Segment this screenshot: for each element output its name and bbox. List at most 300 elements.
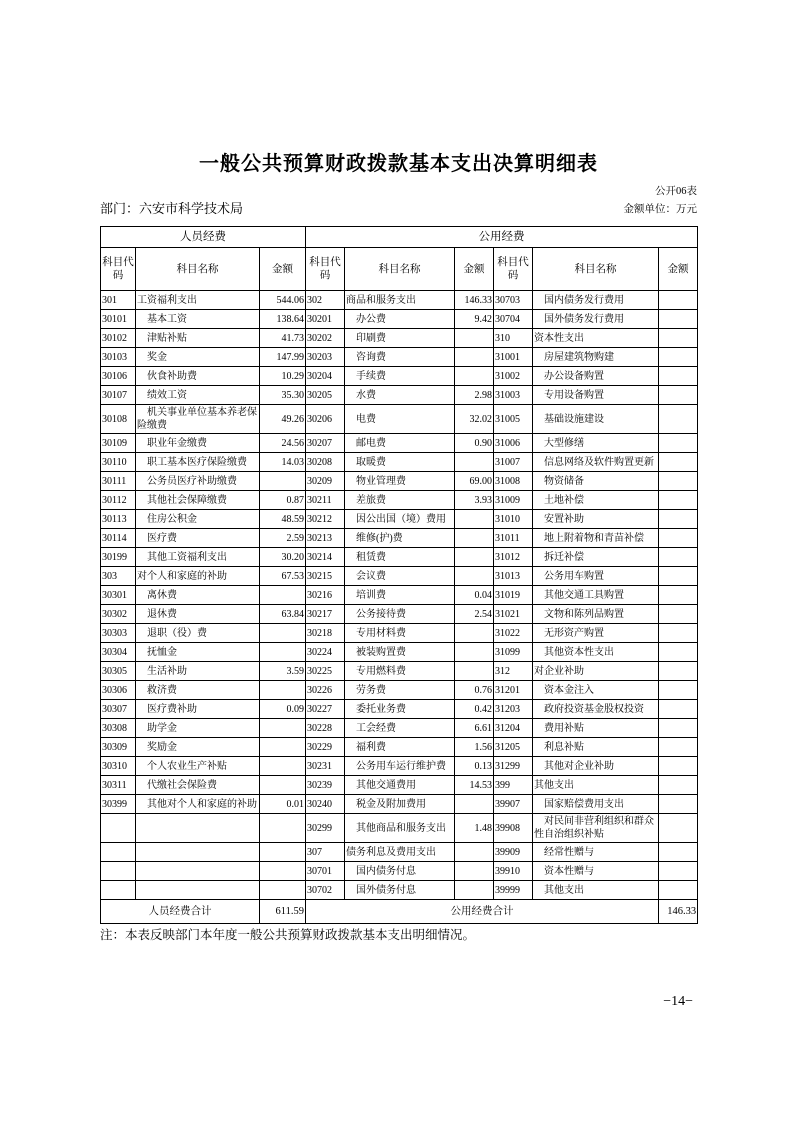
subject-code-cell: 30231 — [306, 757, 345, 776]
amount-cell — [659, 405, 698, 434]
subject-code-cell: 30199 — [101, 548, 136, 567]
subject-code-cell: 30106 — [101, 367, 136, 386]
subject-code-cell: 30107 — [101, 386, 136, 405]
subject-name-cell: 手续费 — [345, 367, 455, 386]
footnote: 注：本表反映部门本年度一般公共预算财政拨款基本支出明细情况。 — [100, 928, 476, 942]
table-row — [101, 681, 698, 700]
table-row — [101, 329, 698, 348]
subject-code-cell: 301 — [101, 291, 136, 310]
subject-code-cell: 30305 — [101, 662, 136, 681]
subject-code-cell: 30303 — [101, 624, 136, 643]
amount-cell: 0.42 — [455, 700, 494, 719]
subject-name-cell: 医疗费 — [136, 529, 260, 548]
table-row — [101, 624, 698, 643]
table-row — [101, 776, 698, 795]
amount-cell: 0.09 — [260, 700, 306, 719]
subject-name-cell: 政府投资基金股权投资 — [533, 700, 659, 719]
subject-name-cell: 信息网络及软件购置更新 — [533, 453, 659, 472]
amount-cell — [455, 662, 494, 681]
amount-cell — [659, 548, 698, 567]
subject-name-cell: 其他交通工具购置 — [533, 586, 659, 605]
subject-code-cell: 31010 — [494, 510, 533, 529]
subject-name-cell: 公务用车购置 — [533, 567, 659, 586]
subject-name-cell: 住房公积金 — [136, 510, 260, 529]
subject-name-cell: 会议费 — [345, 567, 455, 586]
table-row — [101, 757, 698, 776]
subject-name-cell: 租赁费 — [345, 548, 455, 567]
amount-cell — [659, 719, 698, 738]
subject-name-cell — [136, 814, 260, 843]
subject-name-cell: 拆迁补偿 — [533, 548, 659, 567]
table-row — [101, 405, 698, 434]
table-row — [101, 881, 698, 900]
subject-code-cell: 31099 — [494, 643, 533, 662]
subject-code-cell: 399 — [494, 776, 533, 795]
column-header: 金额 — [455, 248, 494, 291]
amount-cell: 3.59 — [260, 662, 306, 681]
subject-code-cell: 39907 — [494, 795, 533, 814]
subject-code-cell: 30203 — [306, 348, 345, 367]
subject-code-cell: 30206 — [306, 405, 345, 434]
column-header: 金额 — [659, 248, 698, 291]
subject-code-cell — [101, 843, 136, 862]
subject-code-cell: 31008 — [494, 472, 533, 491]
subject-code-cell: 30201 — [306, 310, 345, 329]
amount-cell — [659, 738, 698, 757]
subject-code-cell: 30240 — [306, 795, 345, 814]
table-row — [101, 291, 698, 310]
subject-code-cell: 30299 — [306, 814, 345, 843]
subject-name-cell: 其他对个人和家庭的补助 — [136, 795, 260, 814]
subject-name-cell: 公务用车运行维护费 — [345, 757, 455, 776]
amount-cell: 32.02 — [455, 405, 494, 434]
subject-name-cell: 国内债务发行费用 — [533, 291, 659, 310]
column-header-row — [101, 248, 698, 291]
subject-name-cell: 委托业务费 — [345, 700, 455, 719]
subject-code-cell: 31003 — [494, 386, 533, 405]
page-title: 一般公共预算财政拨款基本支出决算明细表 — [199, 153, 598, 175]
subject-code-cell: 31005 — [494, 405, 533, 434]
subject-code-cell: 31205 — [494, 738, 533, 757]
subject-name-cell: 印刷费 — [345, 329, 455, 348]
table-row — [101, 795, 698, 814]
subject-name-cell: 大型修缮 — [533, 434, 659, 453]
table-row — [101, 367, 698, 386]
public-total-label: 公用经费合计 — [306, 900, 659, 924]
subject-code-cell: 30703 — [494, 291, 533, 310]
subject-name-cell: 生活补助 — [136, 662, 260, 681]
table-row — [101, 700, 698, 719]
subject-code-cell: 31021 — [494, 605, 533, 624]
amount-cell — [659, 453, 698, 472]
subject-code-cell: 39910 — [494, 862, 533, 881]
amount-cell — [659, 310, 698, 329]
amount-cell — [260, 472, 306, 491]
subject-name-cell: 基本工资 — [136, 310, 260, 329]
subject-name-cell: 邮电费 — [345, 434, 455, 453]
subject-name-cell: 房屋建筑物购建 — [533, 348, 659, 367]
subject-name-cell: 国外债务付息 — [345, 881, 455, 900]
subject-code-cell: 30225 — [306, 662, 345, 681]
amount-cell — [455, 348, 494, 367]
amount-cell — [659, 567, 698, 586]
subject-name-cell: 工资福利支出 — [136, 291, 260, 310]
amount-cell — [659, 624, 698, 643]
subject-code-cell: 31022 — [494, 624, 533, 643]
amount-cell: 2.98 — [455, 386, 494, 405]
subject-name-cell: 医疗费补助 — [136, 700, 260, 719]
subject-name-cell: 其他交通费用 — [345, 776, 455, 795]
subject-name-cell: 其他资本性支出 — [533, 643, 659, 662]
amount-cell: 14.53 — [455, 776, 494, 795]
subject-name-cell: 维修(护)费 — [345, 529, 455, 548]
detail-table — [100, 226, 698, 924]
subject-code-cell: 30209 — [306, 472, 345, 491]
subject-name-cell: 公务接待费 — [345, 605, 455, 624]
subject-code-cell: 31299 — [494, 757, 533, 776]
amount-cell: 138.64 — [260, 310, 306, 329]
subject-name-cell: 助学金 — [136, 719, 260, 738]
amount-cell: 41.73 — [260, 329, 306, 348]
amount-cell — [260, 643, 306, 662]
amount-cell — [455, 881, 494, 900]
amount-cell: 0.13 — [455, 757, 494, 776]
subject-code-cell: 31001 — [494, 348, 533, 367]
subject-name-cell: 专用设备购置 — [533, 386, 659, 405]
amount-cell — [659, 367, 698, 386]
subject-code-cell: 31012 — [494, 548, 533, 567]
subject-code-cell: 39908 — [494, 814, 533, 843]
subject-name-cell: 办公设备购置 — [533, 367, 659, 386]
amount-cell — [659, 291, 698, 310]
amount-cell: 0.76 — [455, 681, 494, 700]
subject-name-cell — [136, 881, 260, 900]
subject-name-cell: 离休费 — [136, 586, 260, 605]
amount-cell: 10.29 — [260, 367, 306, 386]
subject-name-cell: 退职（役）费 — [136, 624, 260, 643]
amount-cell: 0.04 — [455, 586, 494, 605]
subject-name-cell: 工会经费 — [345, 719, 455, 738]
subject-code-cell: 30213 — [306, 529, 345, 548]
amount-cell — [260, 881, 306, 900]
table-row — [101, 567, 698, 586]
subject-code-cell: 30113 — [101, 510, 136, 529]
amount-cell — [659, 529, 698, 548]
amount-cell: 3.93 — [455, 491, 494, 510]
subject-code-cell: 30101 — [101, 310, 136, 329]
amount-cell — [455, 548, 494, 567]
subject-code-cell: 30311 — [101, 776, 136, 795]
amount-cell — [659, 605, 698, 624]
subject-code-cell: 31204 — [494, 719, 533, 738]
subject-name-cell: 债务利息及费用支出 — [345, 843, 455, 862]
subject-name-cell: 利息补贴 — [533, 738, 659, 757]
subject-name-cell: 差旅费 — [345, 491, 455, 510]
subject-code-cell: 31009 — [494, 491, 533, 510]
meta-row — [100, 201, 697, 217]
amount-cell — [260, 719, 306, 738]
subject-name-cell: 津贴补贴 — [136, 329, 260, 348]
table-head — [101, 227, 698, 291]
subject-name-cell: 取暖费 — [345, 453, 455, 472]
subject-name-cell: 退休费 — [136, 605, 260, 624]
amount-cell — [260, 843, 306, 862]
table-row — [101, 510, 698, 529]
subject-name-cell: 绩效工资 — [136, 386, 260, 405]
subject-code-cell: 30202 — [306, 329, 345, 348]
table-row — [101, 586, 698, 605]
subject-code-cell: 31007 — [494, 453, 533, 472]
amount-cell — [659, 348, 698, 367]
amount-cell — [455, 862, 494, 881]
amount-cell: 1.48 — [455, 814, 494, 843]
amount-cell — [659, 776, 698, 795]
table-row — [101, 719, 698, 738]
subject-name-cell: 因公出国（境）费用 — [345, 510, 455, 529]
subject-code-cell: 30228 — [306, 719, 345, 738]
subject-name-cell: 资本金注入 — [533, 681, 659, 700]
amount-cell — [659, 814, 698, 843]
subject-code-cell — [101, 862, 136, 881]
form-number: 公开06表 — [655, 186, 697, 197]
amount-cell: 9.42 — [455, 310, 494, 329]
amount-cell — [260, 624, 306, 643]
subject-code-cell: 30215 — [306, 567, 345, 586]
subject-name-cell: 职业年金缴费 — [136, 434, 260, 453]
column-header: 科目代码 — [306, 248, 345, 291]
subject-name-cell: 国内债务付息 — [345, 862, 455, 881]
amount-cell: 30.20 — [260, 548, 306, 567]
subject-code-cell: 30103 — [101, 348, 136, 367]
subject-code-cell: 30702 — [306, 881, 345, 900]
department-label: 部门：六安市科学技术局 — [100, 201, 244, 216]
subject-code-cell: 31019 — [494, 586, 533, 605]
subject-code-cell: 30207 — [306, 434, 345, 453]
amount-cell: 69.00 — [455, 472, 494, 491]
subject-code-cell: 30217 — [306, 605, 345, 624]
amount-cell: 0.87 — [260, 491, 306, 510]
subject-code-cell: 30214 — [306, 548, 345, 567]
table-row — [101, 605, 698, 624]
subject-name-cell: 资本性赠与 — [533, 862, 659, 881]
amount-cell — [659, 843, 698, 862]
amount-cell — [455, 643, 494, 662]
subject-name-cell: 被装购置费 — [345, 643, 455, 662]
subject-code-cell: 31002 — [494, 367, 533, 386]
amount-cell — [659, 795, 698, 814]
subject-code-cell: 39909 — [494, 843, 533, 862]
column-header: 科目名称 — [136, 248, 260, 291]
subject-code-cell: 30108 — [101, 405, 136, 434]
subject-name-cell: 其他社会保障缴费 — [136, 491, 260, 510]
subject-code-cell: 31201 — [494, 681, 533, 700]
amount-cell — [659, 434, 698, 453]
subject-name-cell: 其他支出 — [533, 881, 659, 900]
table-row — [101, 862, 698, 881]
subject-code-cell: 30102 — [101, 329, 136, 348]
subject-name-cell: 办公费 — [345, 310, 455, 329]
subject-code-cell: 30304 — [101, 643, 136, 662]
subject-code-cell: 31011 — [494, 529, 533, 548]
table-body — [101, 291, 698, 900]
amount-cell — [455, 367, 494, 386]
amount-cell — [659, 662, 698, 681]
amount-cell: 0.01 — [260, 795, 306, 814]
subject-name-cell — [136, 843, 260, 862]
amount-cell — [659, 510, 698, 529]
amount-cell — [455, 567, 494, 586]
subject-code-cell: 31006 — [494, 434, 533, 453]
table-row — [101, 738, 698, 757]
subject-code-cell — [101, 881, 136, 900]
amount-cell: 146.33 — [455, 291, 494, 310]
table-row — [101, 491, 698, 510]
amount-cell — [260, 681, 306, 700]
subject-name-cell: 税金及附加费用 — [345, 795, 455, 814]
amount-cell — [659, 643, 698, 662]
subject-name-cell: 福利费 — [345, 738, 455, 757]
amount-cell: 0.90 — [455, 434, 494, 453]
subject-name-cell: 无形资产购置 — [533, 624, 659, 643]
subject-code-cell: 30227 — [306, 700, 345, 719]
table-row — [101, 472, 698, 491]
amount-cell — [659, 881, 698, 900]
subject-name-cell: 资本性支出 — [533, 329, 659, 348]
amount-cell — [455, 529, 494, 548]
amount-cell: 49.26 — [260, 405, 306, 434]
subject-code-cell: 30302 — [101, 605, 136, 624]
amount-cell: 35.30 — [260, 386, 306, 405]
table-row — [101, 348, 698, 367]
subject-code-cell: 30208 — [306, 453, 345, 472]
group-header-personnel: 人员经费 — [101, 227, 306, 248]
column-header: 科目名称 — [533, 248, 659, 291]
amount-cell — [659, 862, 698, 881]
column-header: 科目代码 — [494, 248, 533, 291]
amount-cell: 48.59 — [260, 510, 306, 529]
subject-code-cell: 30399 — [101, 795, 136, 814]
table-row — [101, 814, 698, 843]
total-row — [101, 900, 698, 924]
amount-cell — [455, 510, 494, 529]
subject-code-cell: 302 — [306, 291, 345, 310]
subject-name-cell: 地上附着物和青苗补偿 — [533, 529, 659, 548]
subject-code-cell: 30218 — [306, 624, 345, 643]
subject-name-cell: 对企业补助 — [533, 662, 659, 681]
subject-code-cell: 30229 — [306, 738, 345, 757]
subject-code-cell: 30224 — [306, 643, 345, 662]
subject-name-cell: 救济费 — [136, 681, 260, 700]
amount-cell — [455, 843, 494, 862]
subject-code-cell: 307 — [306, 843, 345, 862]
table-row — [101, 434, 698, 453]
subject-name-cell: 劳务费 — [345, 681, 455, 700]
subject-name-cell: 咨询费 — [345, 348, 455, 367]
subject-name-cell: 基础设施建设 — [533, 405, 659, 434]
amount-cell — [659, 700, 698, 719]
table-row — [101, 548, 698, 567]
subject-name-cell: 国家赔偿费用支出 — [533, 795, 659, 814]
column-header: 科目代码 — [101, 248, 136, 291]
amount-cell — [260, 776, 306, 795]
subject-code-cell: 30109 — [101, 434, 136, 453]
amount-cell: 67.53 — [260, 567, 306, 586]
subject-name-cell: 文物和陈列品购置 — [533, 605, 659, 624]
subject-name-cell: 其他工资福利支出 — [136, 548, 260, 567]
subject-code-cell: 30226 — [306, 681, 345, 700]
subject-name-cell: 土地补偿 — [533, 491, 659, 510]
amount-cell — [260, 586, 306, 605]
subject-code-cell: 30114 — [101, 529, 136, 548]
subject-code-cell: 30301 — [101, 586, 136, 605]
subject-name-cell: 伙食补助费 — [136, 367, 260, 386]
subject-name-cell: 其他商品和服务支出 — [345, 814, 455, 843]
table-row — [101, 310, 698, 329]
amount-cell: 63.84 — [260, 605, 306, 624]
page-number: −14− — [663, 994, 693, 1009]
subject-name-cell: 国外债务发行费用 — [533, 310, 659, 329]
column-header: 科目名称 — [345, 248, 455, 291]
subject-code-cell — [101, 814, 136, 843]
subject-name-cell: 物资储备 — [533, 472, 659, 491]
amount-cell — [260, 757, 306, 776]
amount-cell: 6.61 — [455, 719, 494, 738]
subject-name-cell: 电费 — [345, 405, 455, 434]
subject-code-cell: 312 — [494, 662, 533, 681]
amount-cell: 2.59 — [260, 529, 306, 548]
subject-name-cell: 对民间非营利组织和群众性自治组织补贴 — [533, 814, 659, 843]
table-row — [101, 386, 698, 405]
subject-code-cell: 30306 — [101, 681, 136, 700]
subject-code-cell: 30111 — [101, 472, 136, 491]
amount-unit-label: 金额单位：万元 — [623, 204, 697, 215]
subject-name-cell: 专用材料费 — [345, 624, 455, 643]
amount-cell — [659, 681, 698, 700]
subject-code-cell: 30239 — [306, 776, 345, 795]
group-header-public: 公用经费 — [306, 227, 698, 248]
subject-name-cell: 对个人和家庭的补助 — [136, 567, 260, 586]
table-row — [101, 843, 698, 862]
amount-cell: 24.56 — [260, 434, 306, 453]
subject-name-cell: 奖励金 — [136, 738, 260, 757]
group-header-row — [101, 227, 698, 248]
table-row — [101, 643, 698, 662]
amount-cell — [260, 738, 306, 757]
amount-cell — [260, 814, 306, 843]
subject-name-cell: 水费 — [345, 386, 455, 405]
table-row — [101, 453, 698, 472]
subject-code-cell: 310 — [494, 329, 533, 348]
subject-code-cell: 30309 — [101, 738, 136, 757]
subject-code-cell: 30307 — [101, 700, 136, 719]
subject-name-cell: 商品和服务支出 — [345, 291, 455, 310]
amount-cell — [659, 472, 698, 491]
amount-cell: 544.06 — [260, 291, 306, 310]
subject-name-cell: 公务员医疗补助缴费 — [136, 472, 260, 491]
subject-code-cell: 30112 — [101, 491, 136, 510]
amount-cell: 1.56 — [455, 738, 494, 757]
subject-code-cell: 30704 — [494, 310, 533, 329]
subject-name-cell: 安置补助 — [533, 510, 659, 529]
subject-code-cell: 30212 — [306, 510, 345, 529]
subject-name-cell: 奖金 — [136, 348, 260, 367]
subject-code-cell: 30110 — [101, 453, 136, 472]
subject-name-cell: 专用燃料费 — [345, 662, 455, 681]
subject-code-cell: 31203 — [494, 700, 533, 719]
subject-code-cell: 30310 — [101, 757, 136, 776]
amount-cell — [659, 757, 698, 776]
subject-code-cell: 30216 — [306, 586, 345, 605]
